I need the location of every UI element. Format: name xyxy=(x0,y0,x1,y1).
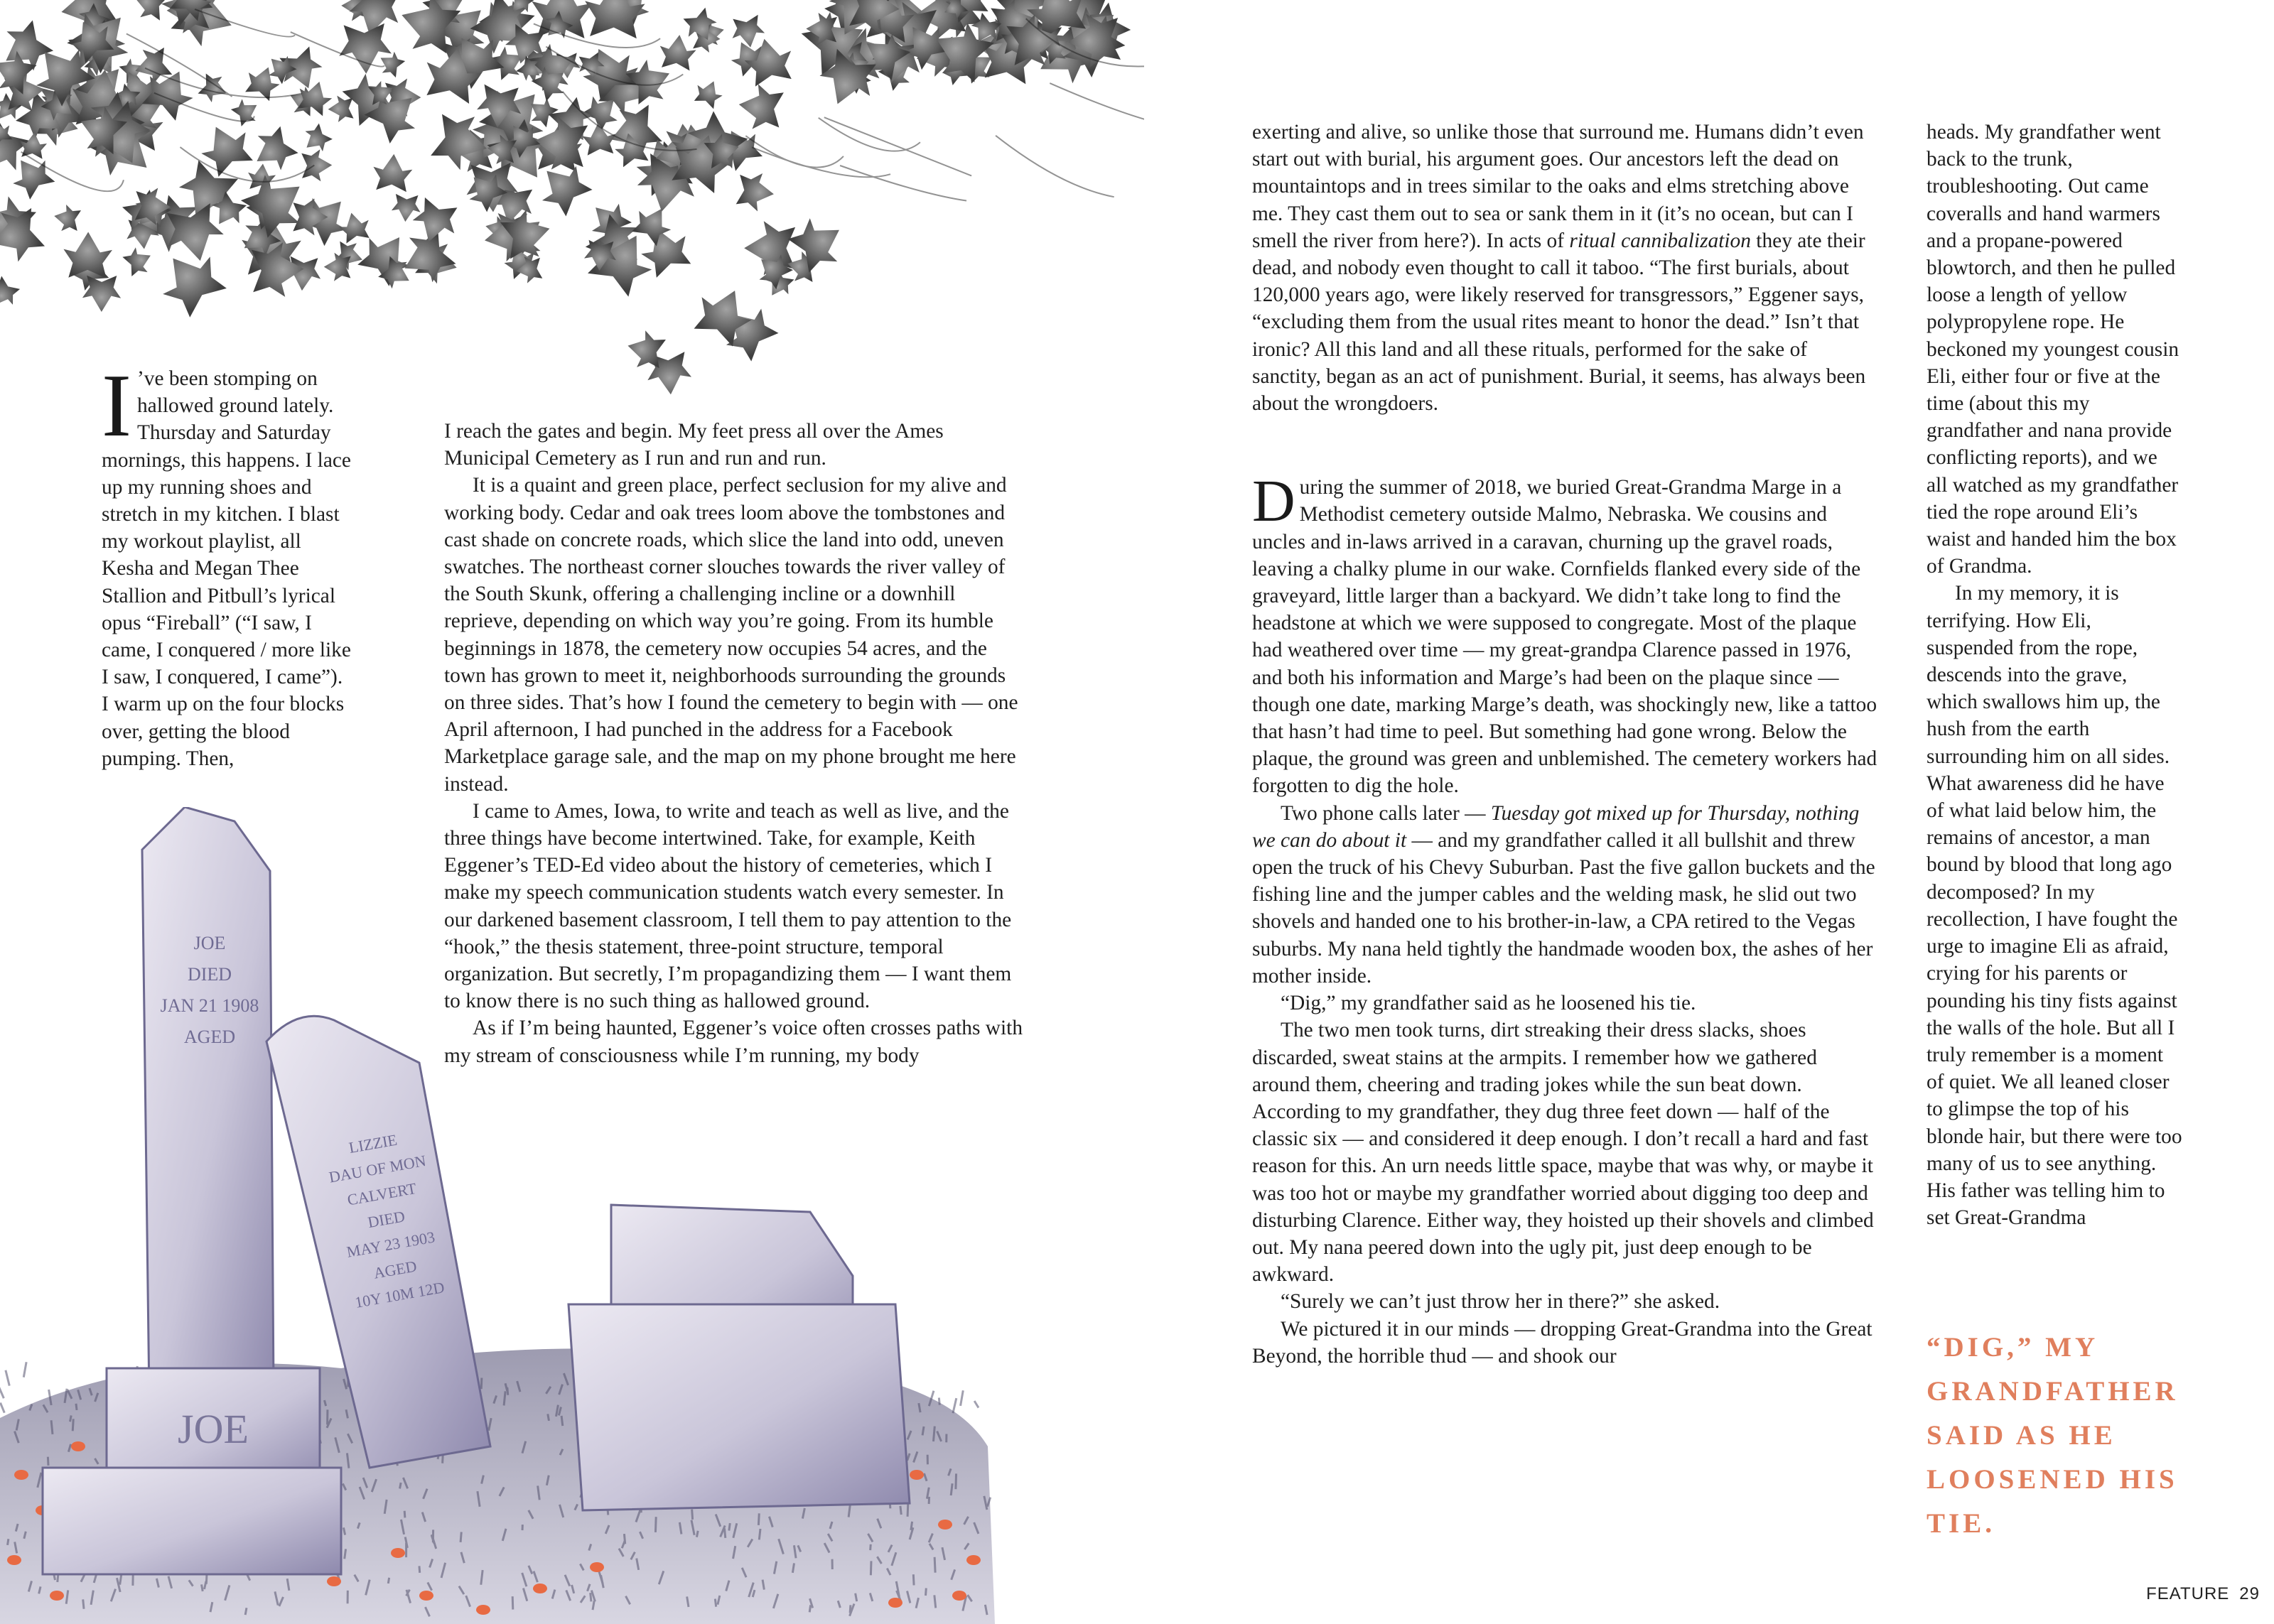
paragraph-text: uring the summer of 2018, we buried Great-Grandma Marge in a Methodist cemetery outside Malmo, Nebraska. We cousins and uncles and in-laws arrived in a caravan, churning up the gravel roads, leaving a chalky plume in our wake. Cornfields flanked every side of the graveyard, little larger than a backyard. We didn’t take long to find the headstone at which we were supposed to congregate. Most of the plaque had weathered over time — my great-grandpa Clarence passed in 1976, and both his information and Marge’s had been on the plaque since — though one date, marking Marge’s death, was shockingly new, like a tattoo that hasn’t had time to peel. But something had gone wrong. Below the plaque, the ground was green and unblemished. The cemetery workers had forgotten to dig the hole. xyxy=(1252,476,1877,798)
engraving-line: DIED xyxy=(366,1207,406,1232)
paragraph xyxy=(1252,468,1877,799)
engraving-line: MAY 23 1903 xyxy=(345,1228,436,1261)
text-run: exerting and alive, so unlike those that surround me. Humans didn’t even start out with burial, his argument goes. Our ancestors left the dead on mountaintops and in trees similar to the oaks and elms stretching above me. They cast them out to sea or sank them in it (it’s no ocean, but can I smell the river from here?). In acts of xyxy=(1252,121,1864,252)
grass-blade xyxy=(922,1427,924,1435)
leaf xyxy=(337,210,373,244)
grass-blade xyxy=(202,1584,203,1591)
section-label: FEATURE xyxy=(2146,1584,2230,1603)
page-number: 29 xyxy=(2239,1584,2260,1603)
leaf xyxy=(729,14,767,50)
grass-blade xyxy=(934,1557,935,1573)
text-run: — and my grandfather called it all bullshit and threw open the truck of his Chevy Suburban. Past the five gallon buckets and the fishing line and the jumper cables and the welding mask, he slid out two shovels and handed one to his brother-in-law, a CPA retired to the Vegas suburbs. My nana held tightly the handmade wooden box, the ashes of her mother inside. xyxy=(1252,828,1875,987)
flower-petal xyxy=(888,1598,902,1608)
flower-petal xyxy=(952,1591,966,1601)
grass-blade xyxy=(512,1596,513,1609)
column-2 xyxy=(444,418,1023,1069)
engraving-line: 10Y 10M 12D xyxy=(353,1278,446,1311)
engraving-line: DIED xyxy=(187,964,232,985)
paragraph: I came to Ames, Iowa, to write and teach as well as live, and the three things have become intertwined. Take, for example, Keith Eggener’s TED-Ed video about the history of cemeteries, which I make my speech communication students watch every semester. In our darkened basement classroom, I tell them to pay attention to the “hook,” the thesis statement, three-point structure, temporal organization. But secretly, I’m propagandizing them — I want them to know there is no such thing as hallowed ground. xyxy=(444,799,1012,1013)
leaf xyxy=(18,131,48,160)
grass-blade xyxy=(951,1483,952,1495)
grass-blade xyxy=(900,1506,901,1515)
branch xyxy=(840,166,966,201)
grass-blade xyxy=(758,1513,759,1525)
branch xyxy=(745,136,844,167)
grass-blade xyxy=(913,1574,914,1585)
italic-run: Tuesday got mixed up for Thursday, nothing we can do about it xyxy=(1252,801,1860,852)
paragraph: The two men took turns, dirt streaking their dress slacks, shoes discarded, sweat stains at the armpits. I remember how we gathered around them, cheering and trading jokes while the sun beat down. According to my grandfather, they dug three feet down — half of the classic six — and considered it deep enough. I don’t recall a hard and fast reason for this. An urn needs little space, maybe that was why, or maybe it was too hot or maybe my grandfather worried about digging too deep and disturbing Clarence. Either way, they hoisted up their shovels and climbed out. My nana peered down into the ugly pit, just deep enough to be awkward. xyxy=(1252,1019,1874,1287)
flower-petal xyxy=(71,1441,85,1451)
leaf xyxy=(149,239,232,321)
engraving-line: AGED xyxy=(372,1257,419,1282)
grass-blade xyxy=(345,1549,346,1559)
grass-blade xyxy=(404,1511,405,1518)
engraving-line: DAU OF MON xyxy=(327,1151,428,1186)
leaf xyxy=(0,274,23,313)
grass-blade xyxy=(561,1416,563,1426)
grass-blade xyxy=(974,1401,979,1408)
grass-blade xyxy=(8,1539,9,1545)
grass-blade xyxy=(953,1398,957,1413)
pull-quote: “DIG,” MY GRANDFATHER SAID AS HE LOOSENED HIS TIE. xyxy=(1927,1332,2179,1539)
grass-blade xyxy=(51,1420,53,1434)
grass-blade xyxy=(343,1527,345,1534)
page-footer xyxy=(2111,1584,2260,1604)
flower-petal xyxy=(910,1470,924,1480)
leaf xyxy=(245,122,301,178)
paragraph: heads. My grandfather went back to the trunk, troubleshooting. Out came coveralls and hand warmers and a propane-powered blowtorch, and then he pulled loose a length of yellow polypropylene rope. He beckoned my youngest cousin Eli, either four or five at the time (about this my grandfather and nana provide conflicting reports), and we all watched as my grandfather tied the rope around Eli’s waist and handed him the box of Grandma. xyxy=(1927,121,2179,578)
text-run: they ate their dead, and nobody even thought to call it taboo. “The first burials, about 120,000 years ago, were likely reserved for transgressors,” Eggener says, “excluding them from the usual rites meant to honor the dead.” Isn’t that ironic? All this land and all these rituals, performed for the sake of sanctity, began as an act of punishment. Burial, it seems, has always been about the wrongdoers. xyxy=(1252,229,1866,416)
drop-cap: D xyxy=(1252,468,1295,535)
grass-blade xyxy=(911,1522,912,1530)
grass-blade xyxy=(692,1510,693,1520)
grass-blade xyxy=(850,1605,851,1613)
paragraph xyxy=(1252,119,1877,417)
leaf xyxy=(736,82,785,132)
leaf xyxy=(583,0,646,39)
flower-petal xyxy=(938,1520,952,1530)
flower-petal xyxy=(14,1470,28,1480)
column-1 xyxy=(102,357,352,772)
grass-blade xyxy=(23,1362,26,1377)
grass-blade xyxy=(504,1391,505,1405)
flower-petal xyxy=(476,1605,490,1615)
branch xyxy=(819,118,920,151)
grass-blade xyxy=(926,1588,927,1596)
tombstone-block xyxy=(568,1205,910,1510)
paragraph xyxy=(102,357,352,772)
leaf xyxy=(301,149,333,182)
grass-blade xyxy=(481,1378,482,1390)
grass-blade xyxy=(83,1599,84,1608)
grass-blade xyxy=(76,1404,77,1410)
engraving-line: JOE xyxy=(193,933,226,953)
leaf xyxy=(374,48,406,80)
flower-petal xyxy=(50,1591,64,1601)
grass-blade xyxy=(324,1400,325,1406)
paragraph: “Dig,” my grandfather said as he loosened his tie. xyxy=(1281,992,1696,1015)
leaf xyxy=(657,33,697,71)
grass-blade xyxy=(0,1403,4,1413)
grass-blade xyxy=(729,1523,730,1531)
leaf xyxy=(338,23,392,75)
grass-blade xyxy=(961,1390,964,1406)
branch xyxy=(752,147,890,177)
engraving-line: JAN 21 1908 xyxy=(160,995,259,1016)
engraving-line: CALVERT xyxy=(345,1179,418,1209)
paragraph: “Surely we can’t just throw her in there?” she asked. xyxy=(1281,1290,1720,1314)
branch xyxy=(996,136,1114,197)
engraving-line: LIZZIE xyxy=(347,1130,399,1157)
paragraph: In my memory, it is terrifying. How Eli, suspended from the rope, descends into the grave, which swallows him up, the hush from the earth surrounding him on all sides. What awareness did he have of what laid below him, the remains of ancestor, a man bound by blood that long ago decomposed? In my recollection, I have fought the urge to imagine Eli as afraid, crying for his parents or pounding his tiny fists against the walls of the hole. But all I truly remember is a moment of quiet. We all leaned closer to glimpse the top of his blonde hair, but there were too many of us to see anything. His father was telling him to set Great-Grandma xyxy=(1927,582,2182,1230)
grass-blade xyxy=(715,1599,716,1607)
tree-leaves-photo xyxy=(0,0,1144,398)
italic-run: ritual cannibalization xyxy=(1569,229,1751,252)
branch xyxy=(1050,83,1144,129)
grass-blade xyxy=(70,1415,71,1422)
grass-blade xyxy=(696,1531,698,1537)
leaf xyxy=(230,94,264,129)
grass-blade xyxy=(655,1517,656,1532)
grass-blade xyxy=(809,1605,810,1612)
grass-blade xyxy=(419,1566,420,1573)
paragraph: I reach the gates and begin. My feet press all over the Ames Municipal Cemetery as I run and run and run. xyxy=(444,420,944,470)
flower-petal xyxy=(7,1555,21,1565)
flower-petal xyxy=(590,1562,604,1572)
grass-blade xyxy=(856,1593,857,1601)
grass-blade xyxy=(460,1532,461,1542)
grass-blade xyxy=(120,1575,122,1584)
leaf xyxy=(735,170,777,213)
paragraph-text: ’ve been stomping on hallowed ground lately. Thursday and Saturday mornings, this happens. I lace up my running shoes and stretch in my kitchen. I blast my workout playlist, all Kesha and Megan Thee Stallion and Pitbull’s lyrical opus “Fireball” (“I saw, I came, I conquered / more like I saw, I conquered, I came”). I warm up on the four blocks over, getting the blood pumping. Then, xyxy=(102,367,351,770)
flower-petal xyxy=(391,1548,405,1558)
flower-petal xyxy=(533,1584,547,1593)
leaf xyxy=(691,76,726,110)
leaf xyxy=(52,202,82,234)
grass-blade xyxy=(6,1370,9,1386)
grass-blade xyxy=(933,1427,934,1441)
flower-petal xyxy=(419,1591,433,1601)
grass-blade xyxy=(593,1601,594,1610)
drop-cap: I xyxy=(102,357,131,455)
engraving-line: AGED xyxy=(183,1027,236,1047)
grass-blade xyxy=(956,1473,957,1489)
grass-blade xyxy=(792,1563,794,1572)
leaf xyxy=(328,95,354,123)
paragraph xyxy=(1252,800,1877,990)
column-3 xyxy=(1252,119,1877,1370)
grass-blade xyxy=(388,1578,389,1584)
paragraph: As if I’m being haunted, Eggener’s voice often crosses paths with my stream of consciousness while I’m running, my body xyxy=(444,1017,1023,1067)
grass-blade xyxy=(245,1608,247,1615)
grass-blade xyxy=(759,1529,760,1539)
paragraph: We pictured it in our minds — dropping Great-Grandma into the Great Beyond, the horrible thud — and shook our xyxy=(1252,1317,1872,1368)
flower-petal xyxy=(966,1555,981,1565)
grass-blade xyxy=(724,1528,725,1537)
text-run: Two phone calls later — xyxy=(1281,801,1491,825)
paragraph: It is a quaint and green place, perfect seclusion for my alive and working body. Cedar and oak trees loom above the tombstones and cast shade on concrete roads, which slice the land into odd, uneven swatches. The northeast corner slouches towards the river valley of the South Skunk, offering a challenging incline or a downhill reprieve, depending on which way you’re going. From its humble beginnings in 1878, the cemetery now occupies 54 acres, and the town has grown to meet it, neighborhoods surrounding the grounds on three sides. That’s how I found the cemetery to begin with — one April afternoon, I had punched in the address for a Facebook Marketplace garage sale, and the map on my phone brought me here instead. xyxy=(444,474,1018,796)
grass-blade xyxy=(0,1387,4,1398)
leaf xyxy=(372,153,414,193)
grass-blade xyxy=(548,1414,549,1420)
column-4 xyxy=(1927,119,2182,1231)
grass-blade xyxy=(72,1419,73,1431)
grass-blade xyxy=(400,1483,402,1488)
leaf xyxy=(122,243,157,279)
tombstone-base-label: JOE xyxy=(178,1406,249,1452)
grass-blade xyxy=(934,1595,936,1608)
flower-petal xyxy=(327,1576,341,1586)
grass-blade xyxy=(907,1504,908,1517)
